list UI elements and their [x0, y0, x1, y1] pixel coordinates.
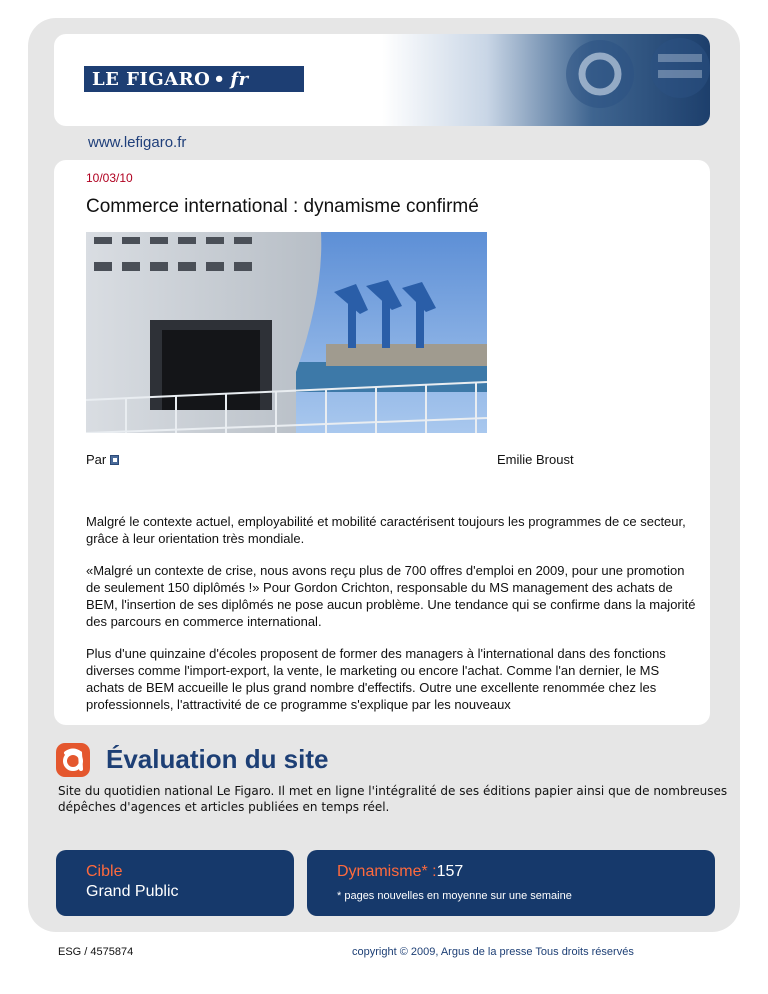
site-url[interactable]: www.lefigaro.fr: [88, 134, 187, 151]
article-paragraph: Malgré le contexte actuel, employabilité et mobilité caractérisent toujours les programmes de ce secteur, grâce à leur orientation très mondiale.: [86, 514, 686, 546]
article-photo: [86, 232, 487, 433]
cible-value: Grand Public: [86, 883, 179, 900]
cible-box: [56, 850, 294, 916]
author-profile-icon[interactable]: [110, 455, 119, 465]
article-author: Emilie Broust: [497, 452, 574, 467]
copyright-notice: copyright © 2009, Argus de la presse Tous droits réservés: [352, 946, 634, 958]
press-logo-watermark-icon: [540, 34, 710, 126]
article-body: [86, 513, 696, 728]
dynamisme-value: 157: [436, 863, 464, 880]
le-figaro-logo: LE FIGARO • fr: [84, 66, 304, 92]
dynamisme-box: [307, 850, 715, 916]
evaluation-description: Site du quotidien national Le Figaro. Il met en ligne l'intégralité de ses éditions papier ainsi que de nombreuses dépêches d'agences et articles publiées en temps réel.: [58, 784, 728, 814]
port-cranes-ship-image: [86, 232, 487, 433]
evaluation-title: Évaluation du site: [106, 744, 329, 774]
article-paragraph: Plus d'une quinzaine d'écoles proposent de former des managers à l'international dans des fonctions diverses comme l'import-export, la vente, le marketing ou encore l'achat. Comme l'an dernier, le MS achats de BEM accueille le plus grand nombre d'effectifs. Outre une excellente renommée chez les professionnels, l'attractivité de ce programme s'explique par les nouveaux: [86, 646, 666, 712]
argus-a-icon: [56, 743, 90, 777]
article-title: Commerce international : dynamisme confirmé: [86, 196, 479, 217]
dynamisme-label: Dynamisme* :: [337, 863, 437, 880]
article-paragraph: «Malgré un contexte de crise, nous avons reçu plus de 700 offres d'emploi en 2009, pour une promotion de seulement 150 diplômés !» Pour Gordon Crichton, responsable du MS management des achats de BEM, l'insertion de ses diplômés ne pose aucun problème. Une tendance qui se confirme dans la majorité des parcours en commerce international.: [86, 563, 696, 629]
cible-label: Cible: [86, 863, 123, 880]
dynamisme-note: * pages nouvelles en moyenne sur une semaine: [337, 890, 572, 902]
byline: Par: [86, 452, 119, 467]
article-date: 10/03/10: [86, 171, 133, 185]
argus-letter-icon: [60, 747, 86, 773]
document-reference: ESG / 4575874: [58, 946, 134, 958]
